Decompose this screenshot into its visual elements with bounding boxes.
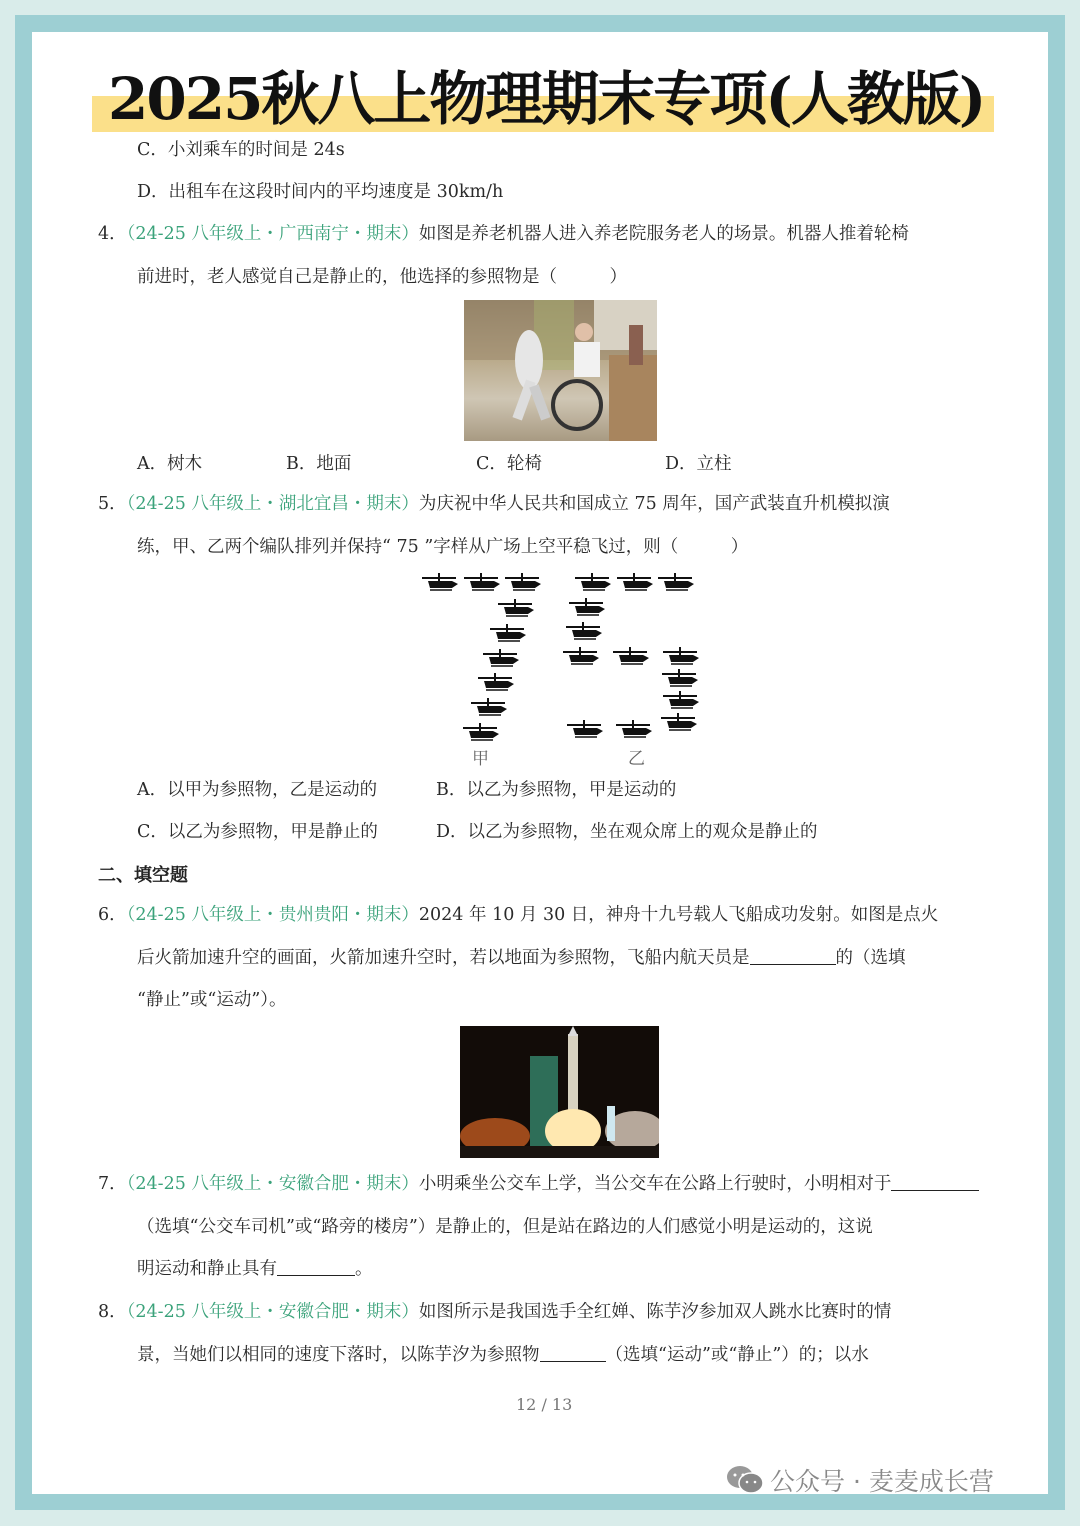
question-text: 为庆祝中华人民共和国成立 75 周年，国产武装直升机模拟演 (418, 494, 890, 514)
question-text: 后火箭加速升空的画面，火箭加速升空时，若以地面为参照物，飞船内航天员是 (137, 948, 750, 968)
q5-option-c: C．以乙为参照物，甲是静止的 (137, 822, 378, 842)
question-source: （24-25 八年级上・湖北宜昌・期末） (126, 494, 419, 514)
question-number: 5． (98, 494, 127, 514)
header-banner (60, 62, 994, 136)
formation-label-yi: 乙 (628, 749, 645, 769)
q6-line1 (98, 903, 938, 927)
q6-line2 (137, 946, 906, 970)
q4-option-b: B．地面 (286, 454, 352, 474)
q4-option-c: C．轮椅 (476, 454, 542, 474)
q5-line1 (98, 492, 890, 516)
q4-option-d: D．立柱 (665, 454, 732, 474)
q5-option-b: B．以乙为参照物，甲是运动的 (436, 780, 677, 800)
q8-line1 (98, 1300, 891, 1324)
formation-label-jia: 甲 (472, 749, 489, 769)
question-source: （24-25 八年级上・安徽合肥・期末） (126, 1302, 419, 1322)
answer-blank[interactable] (891, 1172, 979, 1191)
question-text: 的（选填 (835, 948, 906, 968)
question-source: （24-25 八年级上・贵州贵阳・期末） (126, 905, 419, 925)
watermark-text: 公众号 · 麦麦成长营 (770, 1467, 994, 1496)
q5-option-a: A．以甲为参照物，乙是运动的 (137, 780, 378, 800)
answer-blank[interactable] (750, 946, 836, 965)
question-text: 明运动和静止具有 (137, 1259, 277, 1279)
q3-option-c: C．小刘乘车的时间是 24s (137, 140, 345, 160)
question-number: 6． (98, 905, 127, 925)
q5-option-d: D．以乙为参照物，坐在观众席上的观众是静止的 (436, 822, 818, 842)
question-text: 如图所示是我国选手全红婵、陈芋汐参加双人跳水比赛时的情 (418, 1302, 892, 1322)
rocket-launch-image (460, 1026, 659, 1158)
helicopter-formation-figure (400, 565, 720, 745)
page-title: 2025秋八上物理期末专项(人教版) (108, 65, 985, 133)
q5-line2: 练，甲、乙两个编队排列并保持“ 75 ”字样从广场上空平稳飞过，则（ ） (137, 537, 749, 557)
q7-line1 (98, 1172, 979, 1196)
page-number: 12 / 13 (516, 1395, 573, 1414)
question-text: 如图是养老机器人进入养老院服务老人的场景。机器人推着轮椅 (418, 224, 909, 244)
q3-option-d: D．出租车在这段时间内的平均速度是 30km/h (137, 182, 504, 202)
q4-option-a: A．树木 (137, 454, 203, 474)
answer-blank[interactable] (540, 1343, 606, 1362)
question-text: 2024 年 10 月 30 日，神舟十九号载人飞船成功发射。如图是点火 (418, 905, 939, 925)
wechat-icon (726, 1465, 764, 1495)
question-number: 8． (98, 1302, 127, 1322)
q7-line3 (137, 1257, 373, 1281)
q7-line2: （选填“公交车司机”或“路旁的楼房”）是静止的，但是站在路边的人们感觉小明是运动的，这说 (137, 1217, 873, 1237)
question-number: 4． (98, 224, 127, 244)
question-source: （24-25 八年级上・安徽合肥・期末） (126, 1174, 419, 1194)
question-text: （选填“运动”或“静止”）的；以水 (605, 1345, 869, 1365)
question-text: 小明乘坐公交车上学，当公交车在公路上行驶时，小明相对于 (418, 1174, 892, 1194)
question-text: 景，当她们以相同的速度下落时，以陈芋汐为参照物 (137, 1345, 540, 1365)
q8-line2 (137, 1343, 869, 1367)
robot-wheelchair-image (464, 300, 657, 441)
question-source: （24-25 八年级上・广西南宁・期末） (126, 224, 419, 244)
section-heading: 二、填空题 (98, 865, 188, 886)
q4-line1 (98, 222, 909, 246)
q4-line2: 前进时，老人感觉自己是静止的，他选择的参照物是（ ） (137, 267, 627, 287)
q6-line3: “静止”或“运动”）。 (137, 990, 287, 1010)
watermark (726, 1462, 994, 1498)
question-text: 。 (355, 1259, 373, 1279)
answer-blank[interactable] (277, 1257, 355, 1276)
question-number: 7． (98, 1174, 127, 1194)
